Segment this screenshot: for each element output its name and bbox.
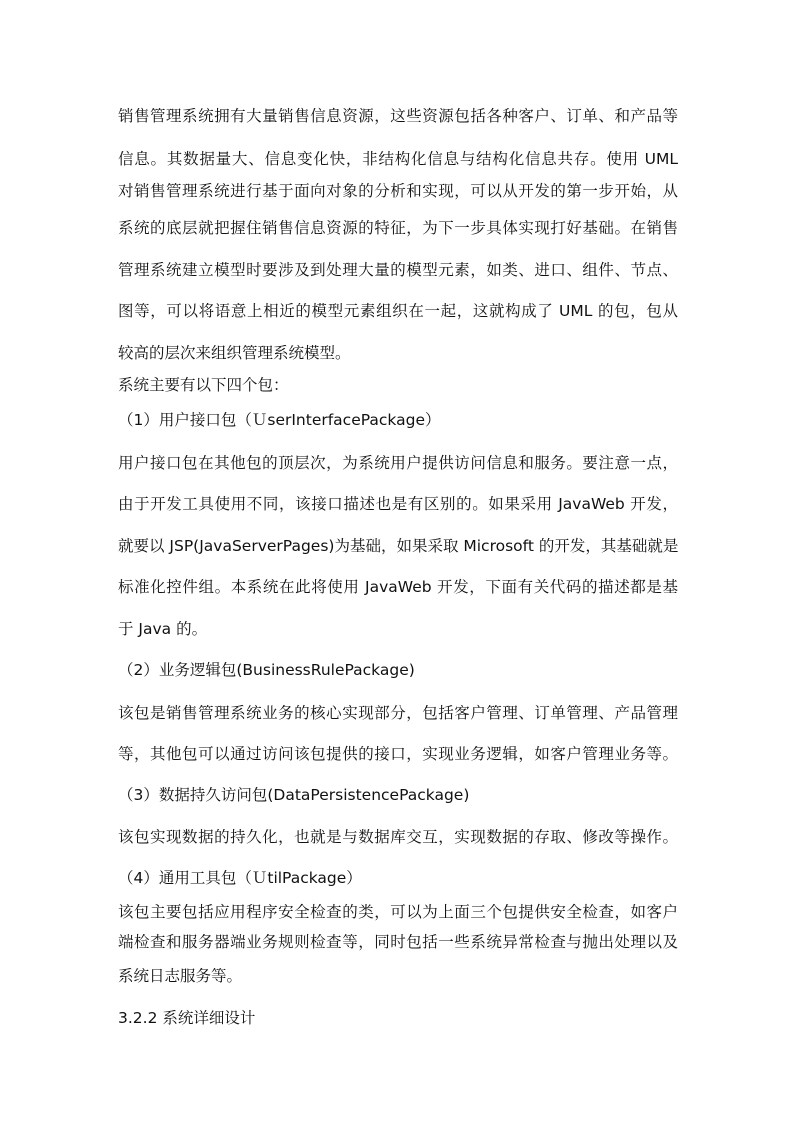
paragraph-line: 于 Java 的。	[118, 620, 208, 638]
paragraph-line: 对销售管理系统进行基于面向对象的分析和实现，可以从开发的第一步开始，从	[118, 182, 678, 200]
section-heading: 3.2.2 系统详细设计	[118, 1009, 256, 1027]
subheading-4: （4）通用工具包（ＵtilPackage）	[118, 869, 362, 887]
paragraph-line: 该包是销售管理系统业务的核心实现部分，包括客户管理、订单管理、产品管理	[118, 704, 678, 722]
paragraph-line: 管理系统建立模型时要涉及到处理大量的模型元素，如类、进口、组件、节点、	[118, 261, 678, 279]
paragraph-line: 信息。其数据量大、信息变化快，非结构化信息与结构化信息共存。使用 UML	[118, 150, 678, 168]
subheading-3: （3）数据持久访问包(DataPersistencePackage)	[118, 786, 470, 804]
paragraph-line: 由于开发工具使用不同，该接口描述也是有区别的。如果采用 JavaWeb 开发，	[118, 495, 678, 513]
paragraph-line: 系统主要有以下四个包：	[118, 376, 289, 394]
paragraph-line: 该包主要包括应用程序安全检查的类，可以为上面三个包提供安全检查，如客户	[118, 903, 678, 921]
paragraph-line: 系统日志服务等。	[118, 967, 243, 985]
subheading-2: （2）业务逻辑包(BusinessRulePackage)	[118, 661, 415, 679]
paragraph-line: 图等，可以将语意上相近的模型元素组织在一起，这就构成了 UML 的包，包从	[118, 302, 678, 320]
paragraph-line: 较高的层次来组织管理系统模型。	[118, 344, 351, 362]
paragraph-line: 端检查和服务器端业务规则检查等，同时包括一些系统异常检查与抛出处理以及	[118, 933, 678, 951]
paragraph-line: 系统的底层就把握住销售信息资源的特征，为下一步具体实现打好基础。在销售	[118, 219, 678, 237]
paragraph-line: 就要以 JSP(JavaServerPages)为基础，如果采取 Microsoft 的开发，其基础就是	[118, 537, 679, 555]
paragraph-line: 等，其他包可以通过访问该包提供的接口，实现业务逻辑，如客户管理业务等。	[118, 745, 678, 763]
paragraph-line: 用户接口包在其他包的顶层次，为系统用户提供访问信息和服务。要注意一点，	[118, 454, 678, 472]
paragraph-line: 该包实现数据的持久化，也就是与数据库交互，实现数据的存取、修改等操作。	[118, 828, 678, 846]
paragraph-line: 标准化控件组。本系统在此将使用 JavaWeb 开发，下面有关代码的描述都是基	[118, 578, 678, 596]
paragraph-line: 销售管理系统拥有大量销售信息资源，这些资源包括各种客户、订单、和产品等	[118, 107, 678, 125]
subheading-1: （1）用户接口包（ＵserInterfacePackage）	[118, 411, 441, 429]
